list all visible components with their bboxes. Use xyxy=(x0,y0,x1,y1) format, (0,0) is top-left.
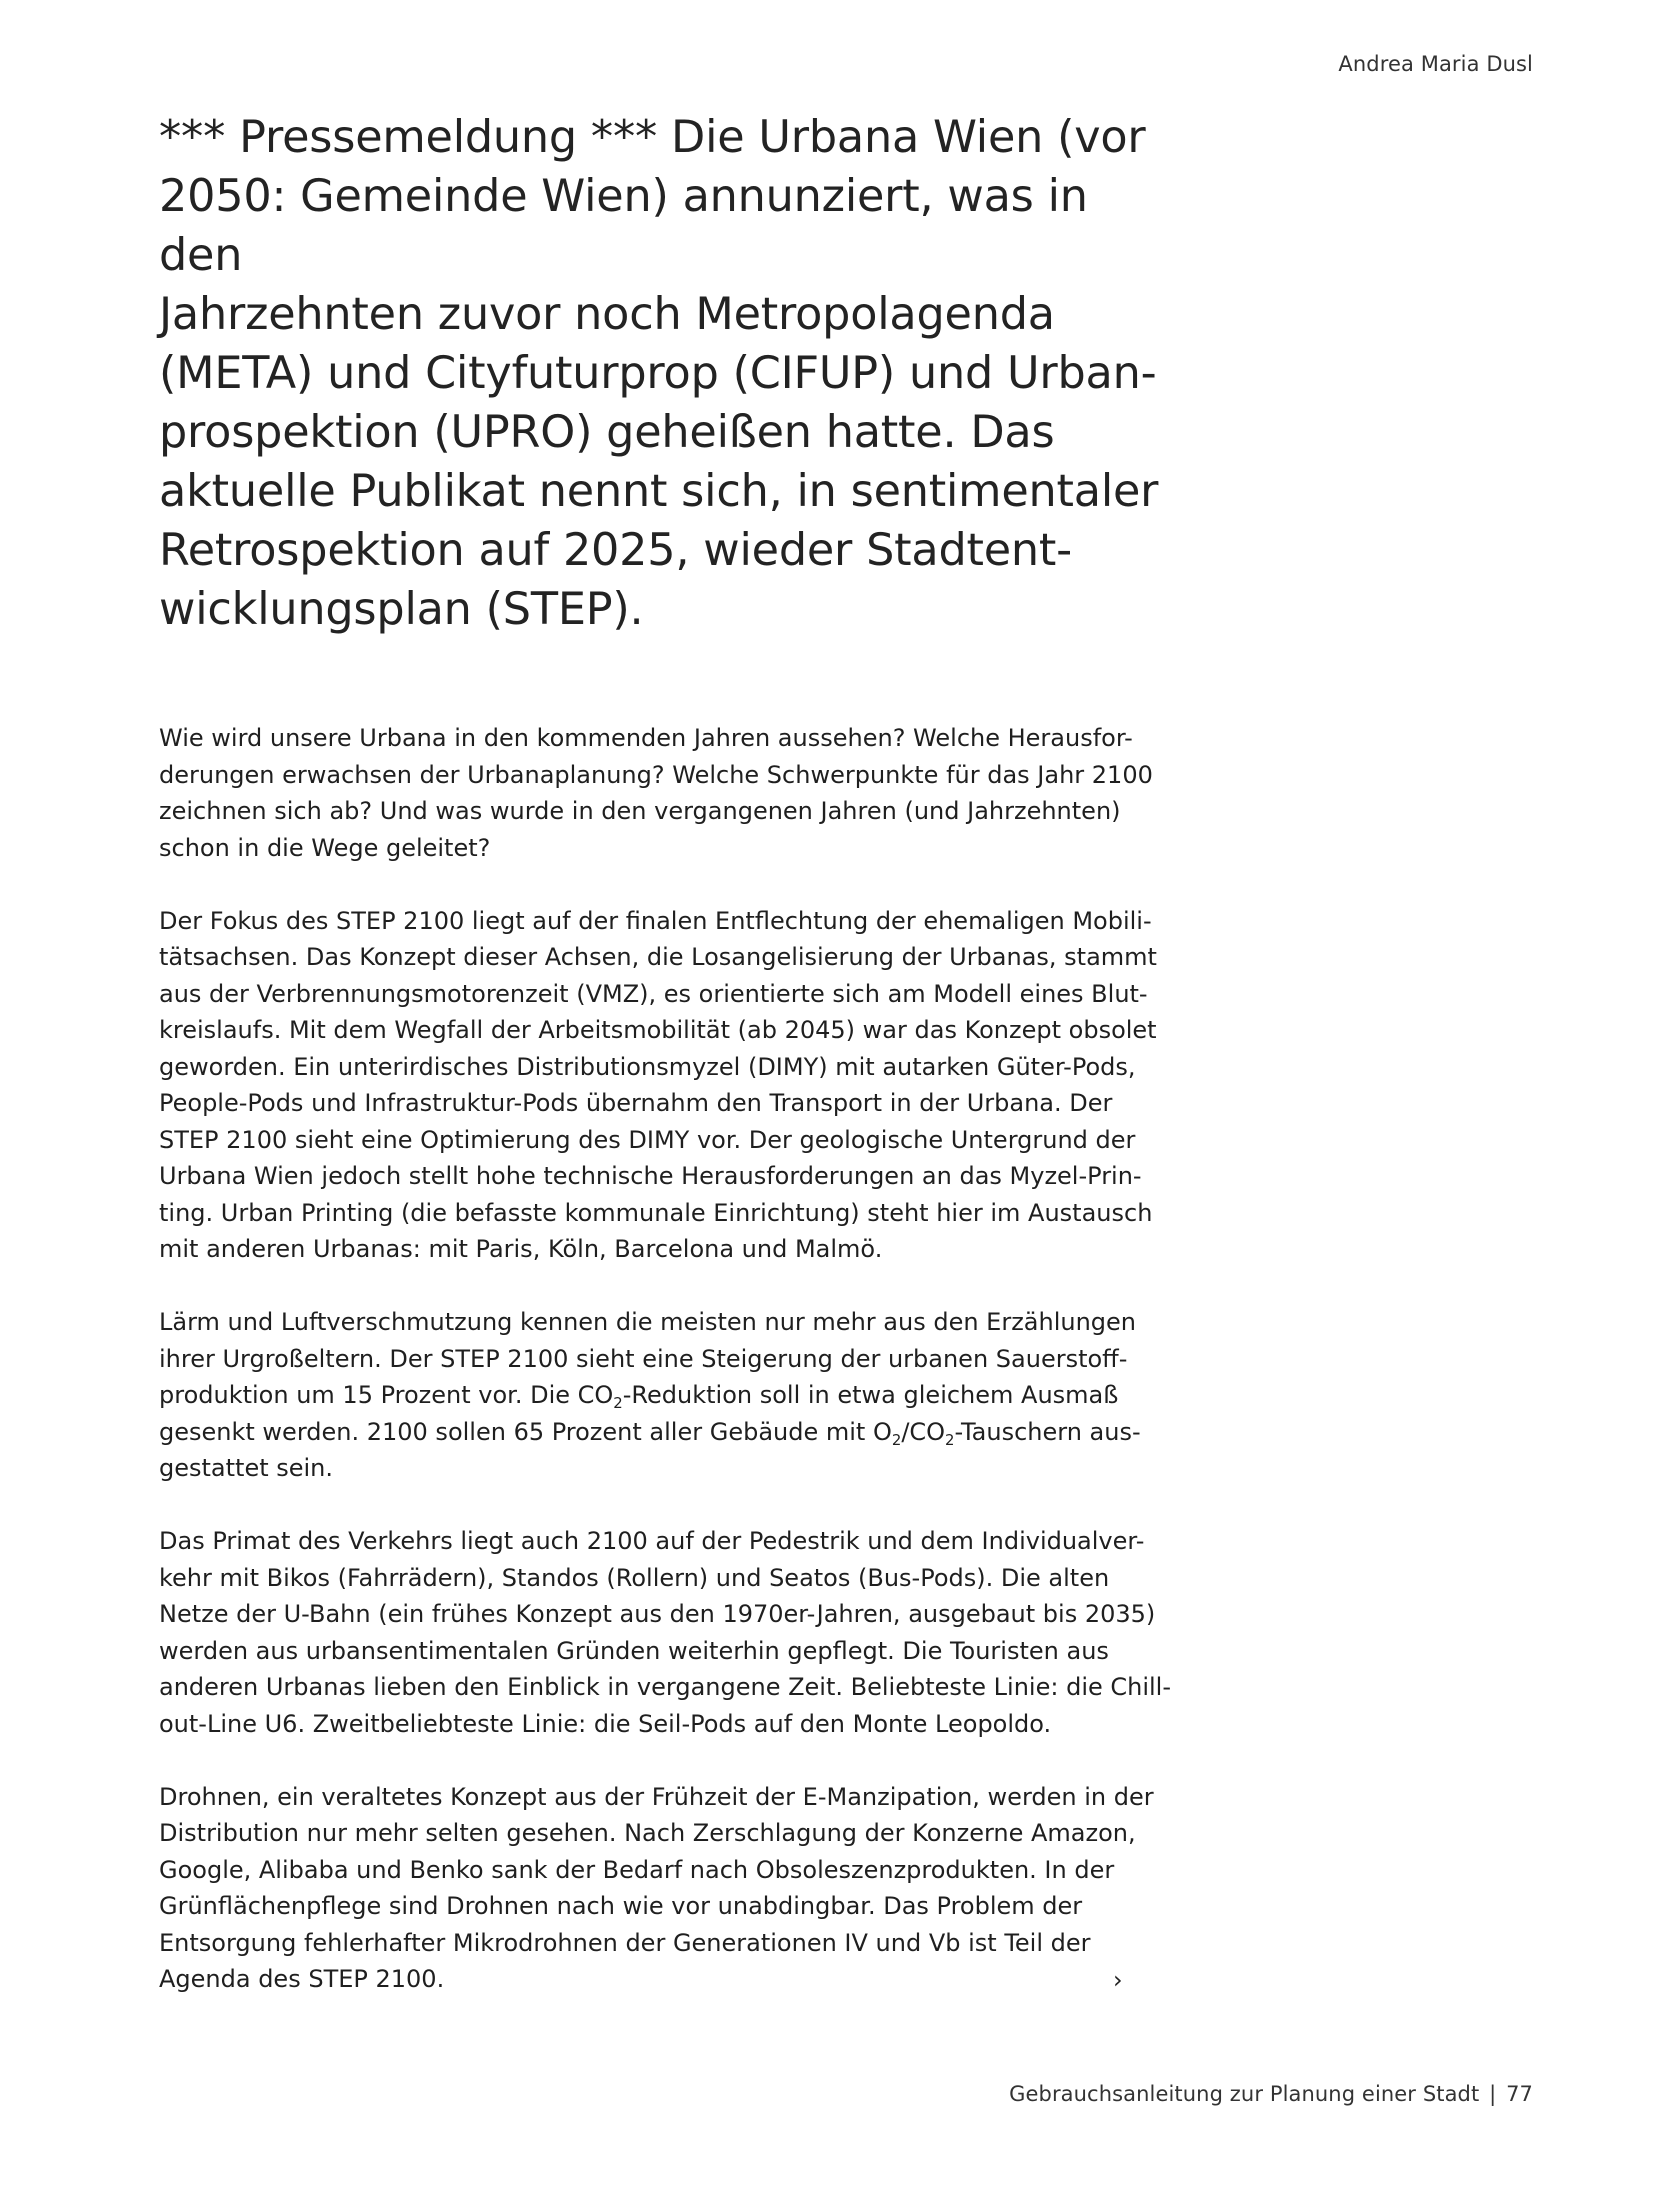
text-line: werden aus urbansentimentalen Gründen weiterhin gepflegt. Die Touristen aus xyxy=(159,1636,1109,1665)
text-line: Der Fokus des STEP 2100 liegt auf der finalen Entflechtung der ehemaligen Mobili- xyxy=(159,906,1152,935)
subscript: 2 xyxy=(891,1430,902,1449)
text-line: ihrer Urgroßeltern. Der STEP 2100 sieht eine Steigerung der urbanen Sauerstoff- xyxy=(159,1344,1128,1373)
text-line: Wie wird unsere Urbana in den kommenden Jahren aussehen? Welche Herausfor- xyxy=(159,724,1133,752)
text-line: ting. Urban Printing (die befasste kommunale Einrichtung) steht hier im Austausch xyxy=(159,1198,1153,1227)
text-line: Das Primat des Verkehrs liegt auch 2100 auf der Pedestrik und dem Individualver- xyxy=(159,1527,1145,1555)
author-name: Andrea Maria Dusl xyxy=(1338,52,1533,76)
text-line: mit anderen Urbanas: mit Paris, Köln, Barcelona und Malmö. xyxy=(159,1235,883,1263)
text-line: Urbana Wien jedoch stellt hohe technische Herausforderungen an das Myzel-Prin- xyxy=(159,1162,1142,1190)
headline-line: Jahrzehnten zuvor noch Metropolagenda xyxy=(159,289,1055,340)
footer-separator: | xyxy=(1489,2082,1497,2106)
paragraph-drones xyxy=(159,1779,1154,1998)
text-line xyxy=(159,1414,1141,1451)
text-segment: gesenkt werden. 2100 sollen 65 Prozent aller Gebäude mit O xyxy=(159,1417,892,1446)
subscript: 2 xyxy=(945,1430,955,1449)
text-segment: /CO xyxy=(901,1417,946,1446)
paragraph-traffic xyxy=(159,1523,1172,1742)
text-segment: -Tauschern aus- xyxy=(954,1417,1141,1446)
headline-line: aktuelle Publikat nennt sich, in sentimentaler xyxy=(159,466,1159,517)
text-line: zeichnen sich ab? Und was wurde in den vergangenen Jahren (und Jahrzehnten) xyxy=(159,797,1121,825)
text-line: tätsachsen. Das Konzept dieser Achsen, die Losangelisierung der Urbanas, stammt xyxy=(159,943,1157,971)
text-line: gestattet sein. xyxy=(159,1454,334,1482)
paragraph-air-quality xyxy=(159,1304,1141,1487)
text-line: kehr mit Bikos (Fahrrädern), Standos (Rollern) und Seatos (Bus-Pods). Die alten xyxy=(159,1563,1110,1592)
text-line: schon in die Wege geleitet? xyxy=(159,833,491,862)
text-line: Entsorgung fehlerhafter Mikrodrohnen der Generationen IV und Vb ist Teil der xyxy=(159,1928,1091,1957)
headline-line: (META) und Cityfuturprop (CIFUP) und Urban- xyxy=(159,348,1157,399)
text-line: aus der Verbrennungsmotorenzeit (VMZ), es orientierte sich am Modell eines Blut- xyxy=(159,979,1148,1008)
text-line: People-Pods und Infrastruktur-Pods übernahm den Transport in der Urbana. Der xyxy=(159,1089,1113,1117)
subscript: 2 xyxy=(613,1394,623,1413)
text-line: Lärm und Luftverschmutzung kennen die meisten nur mehr aus den Erzählungen xyxy=(159,1308,1137,1336)
text-line: Drohnen, ein veraltetes Konzept aus der Frühzeit der E-Manzipation, werden in der xyxy=(159,1782,1154,1811)
body-text xyxy=(159,720,1172,2034)
book-title: Gebrauchsanleitung zur Planung einer Stadt xyxy=(1009,2082,1480,2106)
continue-arrow-icon[interactable]: › xyxy=(1113,1966,1123,1994)
text-line: geworden. Ein unterirdisches Distributionsmyzel (DIMY) mit autarken Güter-Pods, xyxy=(159,1052,1136,1081)
text-line: Netze der U-Bahn (ein frühes Konzept aus den 1970er-Jahren, ausgebaut bis 2035) xyxy=(159,1600,1156,1628)
headline-line: *** Pressemeldung *** Die Urbana Wien (vor xyxy=(159,112,1146,163)
text-line: Agenda des STEP 2100. xyxy=(159,1965,445,1993)
headline-line: Retrospektion auf 2025, wieder Stadtent- xyxy=(159,525,1073,576)
paragraph-mobility xyxy=(159,903,1157,1268)
text-line: Grünflächenpflege sind Drohnen nach wie vor unabdingbar. Das Problem der xyxy=(159,1892,1083,1920)
text-segment: produktion um 15 Prozent vor. Die CO xyxy=(159,1381,614,1409)
text-line: derungen erwachsen der Urbanaplanung? Welche Schwerpunkte für das Jahr 2100 xyxy=(159,760,1153,789)
text-line: Google, Alibaba und Benko sank der Bedarf nach Obsoleszenzprodukten. In der xyxy=(159,1855,1115,1884)
page-number: 77 xyxy=(1506,2082,1533,2106)
headline xyxy=(159,108,1159,639)
text-line: STEP 2100 sieht eine Optimierung des DIMY vor. Der geologische Untergrund der xyxy=(159,1125,1136,1154)
text-line: out-Line U6. Zweitbeliebteste Linie: die Seil-Pods auf den Monte Leopoldo. xyxy=(159,1709,1052,1738)
headline-line: wicklungsplan (STEP). xyxy=(159,584,644,635)
text-line: kreislaufs. Mit dem Wegfall der Arbeitsmobilität (ab 2045) war das Konzept obsolet xyxy=(159,1016,1157,1044)
text-line xyxy=(159,1377,1119,1414)
page-footer xyxy=(1009,2082,1533,2106)
text-line: Distribution nur mehr selten gesehen. Nach Zerschlagung der Konzerne Amazon, xyxy=(159,1819,1136,1847)
text-line: anderen Urbanas lieben den Einblick in vergangene Zeit. Beliebteste Linie: die Chill- xyxy=(159,1673,1172,1701)
headline-line: prospektion (UPRO) geheißen hatte. Das xyxy=(159,407,1055,458)
text-segment: -Reduktion soll in etwa gleichem Ausmaß xyxy=(622,1381,1119,1409)
headline-line: 2050: Gemeinde Wien) annunziert, was in den xyxy=(159,171,1088,281)
paragraph-intro xyxy=(159,720,1153,866)
